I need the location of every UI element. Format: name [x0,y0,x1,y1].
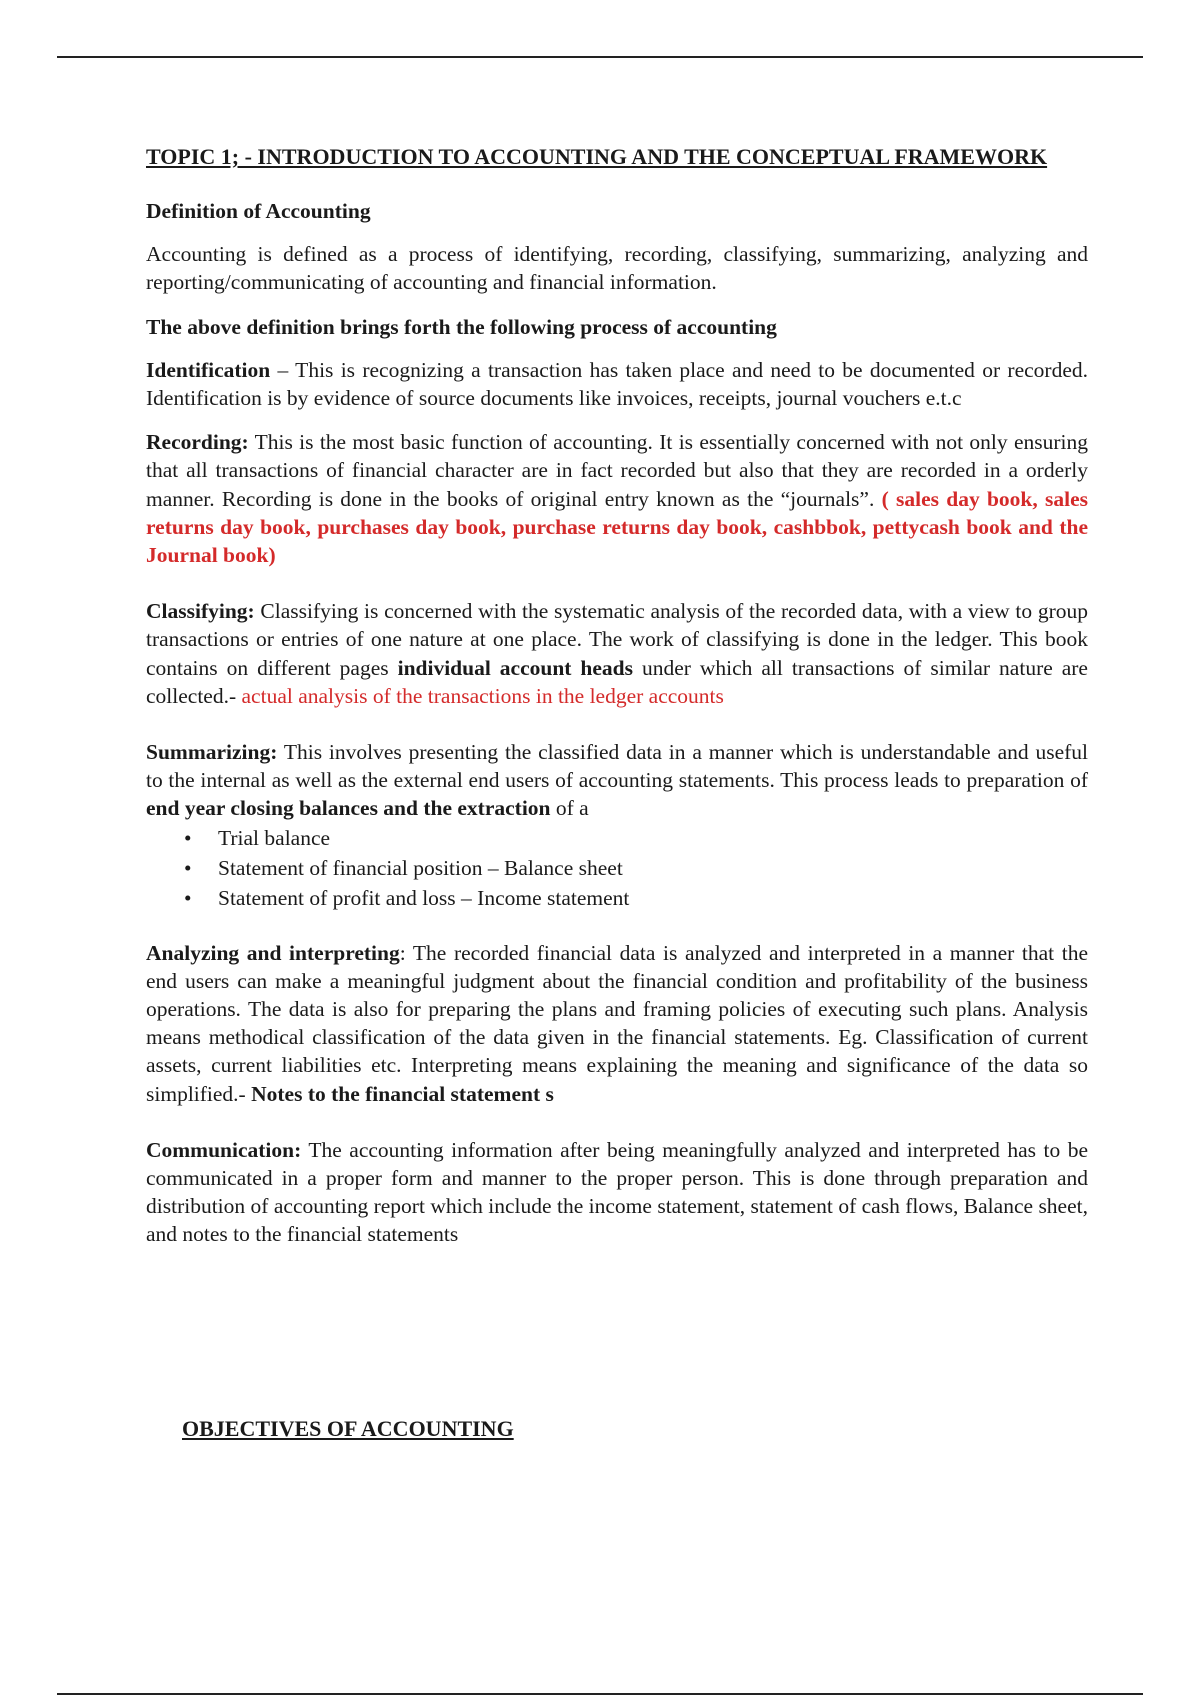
document-body [146,144,1088,1265]
list-item: • Statement of profit and loss – Income statement [218,883,1088,913]
list-item: • Trial balance [218,823,1088,853]
analyzing-bold: Notes to the financial statement s [251,1081,554,1106]
identification-paragraph [146,356,1088,412]
analyzing-paragraph [146,939,1088,1108]
classifying-bold: individual account heads [397,655,633,680]
objectives-heading: OBJECTIVES OF ACCOUNTING [182,1416,514,1441]
recording-books: ( sales day book, sales returns day book, purchases day book, purchase returns day book, cashbbok, pettycash book and the Journal book) [146,486,1088,568]
summarizing-paragraph [146,738,1088,823]
recording-term: Recording: [146,430,249,455]
definition-paragraph: Accounting is defined as a process of identifying, recording, classifying, summarizing, analyzing and reporting/communicating of accounting and financial information. [146,242,1088,295]
classifying-red-note: actual analysis of the transactions in the ledger accounts [241,683,724,708]
summarizing-bold: end year closing balances and the extraction [146,796,551,821]
analyzing-term: Analyzing and interpreting [146,940,400,965]
classifying-text-1: Classifying is concerned with the systematic analysis of the recorded data, with a view to group transactions or entries of one nature at one place. The work of classifying is done in the ledger. This book contains on different pages [146,599,1088,680]
recording-paragraph [146,428,1088,569]
analyzing-text: : The recorded financial data is analyzed and interpreted in a manner that the end users can make a meaningful judgment about the financial condition and profitability of the business operations. The data is also for preparing the plans and framing policies of executing such plans. Analysis means methodical classification of the data given in the financial statements. Eg. Classification of current assets, current liabilities etc. Interpreting means explaining the meaning and significance of the data so simplified.- [146,940,1088,1106]
summarizing-term: Summarizing: [146,740,278,765]
process-heading: The above definition brings forth the following process of accounting [146,314,777,339]
list-item: • Statement of financial position – Balance sheet [218,853,1088,883]
communication-term: Communication: [146,1137,302,1162]
identification-text: – This is recognizing a transaction has taken place and need to be documented or recorded. Identification is by evidence of source documents like invoices, receipts, journal vouchers e.t.c [146,357,1088,411]
classifying-term: Classifying: [146,599,255,624]
classifying-text-2: under which all transactions of similar nature are collected.- [146,655,1088,708]
page-title: TOPIC 1; - INTRODUCTION TO ACCOUNTING AND THE CONCEPTUAL FRAMEWORK [146,144,1048,169]
classifying-paragraph [146,597,1088,710]
summary-list [146,823,1088,913]
footer-rule [57,1693,1143,1695]
identification-term: Identification [146,357,271,382]
definition-heading: Definition of Accounting [146,199,371,223]
communication-paragraph [146,1136,1088,1249]
communication-text: The accounting information after being meaningfully analyzed and interpreted has to be communicated in a proper form and manner to the proper person. This is done through preparation and distribution of accounting report which include the income statement, statement of cash flows, Balance sheet, and notes to the financial statements [146,1137,1088,1247]
recording-text: This is the most basic function of accounting. It is essentially concerned with not only ensuring that all transactions of financial character are in fact recorded but also that they are recorded in a orderly manner. Recording is done in the books of original entry known as the “journals”. [146,430,1088,511]
header-rule [57,56,1143,58]
summarizing-text-2: of a [550,796,589,821]
summarizing-text-1: This involves presenting the classified data in a manner which is understandable and useful to the internal as well as the external end users of accounting statements. This process leads to preparation of [146,740,1088,793]
